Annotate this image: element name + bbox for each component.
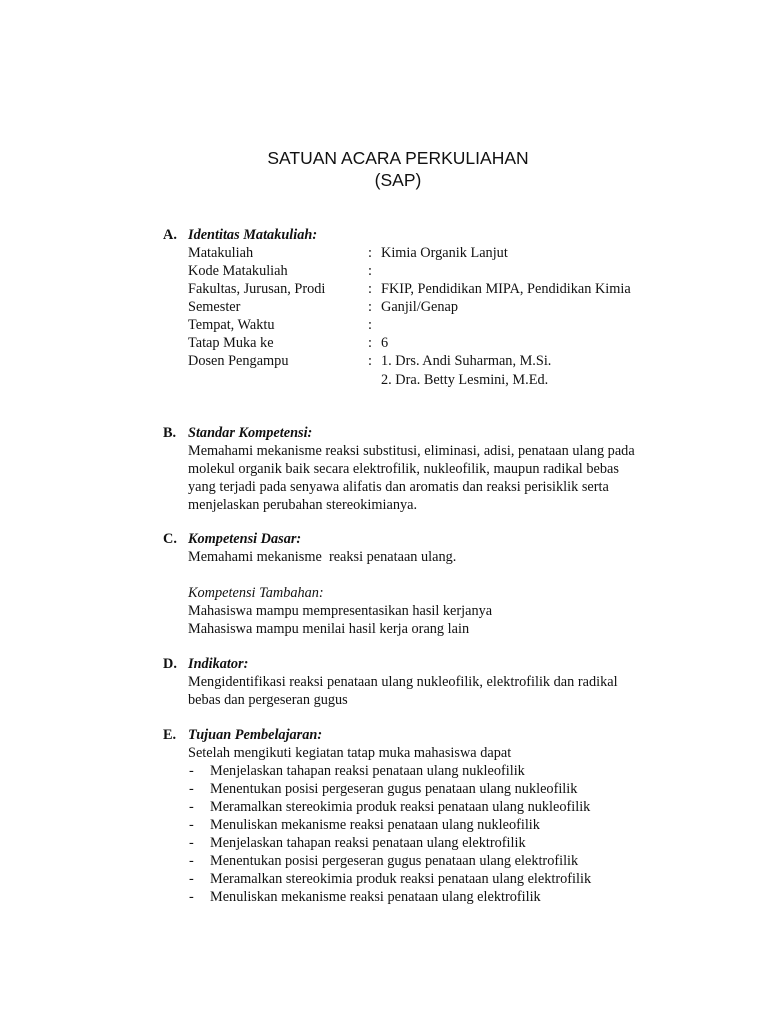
- field-label: Semester: [188, 299, 241, 315]
- field-colon: :: [368, 263, 372, 279]
- field-colon: :: [368, 245, 372, 261]
- document-title: SATUAN ACARA PERKULIAHAN: [267, 148, 529, 168]
- field-value: Kimia Organik Lanjut: [381, 245, 508, 261]
- document-subtitle: (SAP): [374, 170, 422, 190]
- section-letter: C.: [163, 531, 177, 547]
- list-item: Menuliskan mekanisme reaksi penataan ulang elektrofilik: [210, 889, 541, 905]
- list-item: Menjelaskan tahapan reaksi penataan ulang elektrofilik: [210, 835, 526, 851]
- paragraph-line: Setelah mengikuti kegiatan tatap muka mahasiswa dapat: [188, 745, 512, 761]
- section-heading: Indikator:: [188, 656, 249, 672]
- field-colon: :: [368, 299, 372, 315]
- list-bullet: -: [189, 853, 194, 869]
- field-value-extra: 2. Dra. Betty Lesmini, M.Ed.: [381, 372, 549, 388]
- paragraph-line: yang terjadi pada senyawa alifatis dan aromatis dan reaksi perisiklik serta: [188, 479, 609, 495]
- field-colon: :: [368, 335, 372, 351]
- list-item: Menentukan posisi pergeseran gugus penataan ulang elektrofilik: [210, 853, 579, 869]
- list-item: Menentukan posisi pergeseran gugus penataan ulang nukleofilik: [210, 781, 578, 797]
- list-bullet: -: [189, 835, 194, 851]
- list-bullet: -: [189, 817, 194, 833]
- field-value: FKIP, Pendidikan MIPA, Pendidikan Kimia: [381, 281, 631, 297]
- field-label: Fakultas, Jurusan, Prodi: [188, 281, 326, 297]
- list-bullet: -: [189, 799, 194, 815]
- section-heading: Kompetensi Dasar:: [188, 531, 302, 547]
- paragraph-line: molekul organik baik secara elektrofilik, nukleofilik, maupun radikal bebas: [188, 461, 619, 477]
- paragraph-line: Memahami mekanisme reaksi substitusi, eliminasi, adisi, penataan ulang pada: [188, 443, 635, 459]
- list-bullet: -: [189, 889, 194, 905]
- paragraph-line: menjelaskan perubahan stereokimianya.: [188, 497, 418, 513]
- list-item: Meramalkan stereokimia produk reaksi penataan ulang nukleofilik: [210, 799, 591, 815]
- field-colon: :: [368, 281, 372, 297]
- section-heading: Tujuan Pembelajaran:: [188, 727, 323, 743]
- field-label: Tempat, Waktu: [188, 317, 275, 333]
- section-letter: E.: [163, 727, 177, 743]
- field-value: 6: [381, 335, 389, 351]
- field-colon: :: [368, 353, 372, 369]
- list-bullet: -: [189, 763, 194, 779]
- list-item: Meramalkan stereokimia produk reaksi penataan ulang elektrofilik: [210, 871, 592, 887]
- section-heading: Identitas Matakuliah:: [188, 227, 318, 243]
- paragraph-line: bebas dan pergeseran gugus: [188, 692, 348, 708]
- paragraph-line: Mahasiswa mampu mempresentasikan hasil kerjanya: [188, 603, 493, 619]
- list-bullet: -: [189, 871, 194, 887]
- sub-heading: Kompetensi Tambahan:: [188, 585, 324, 601]
- paragraph-line: Mengidentifikasi reaksi penataan ulang nukleofilik, elektrofilik dan radikal: [188, 674, 618, 690]
- list-item: Menuliskan mekanisme reaksi penataan ulang nukleofilik: [210, 817, 540, 833]
- field-label: Kode Matakuliah: [188, 263, 288, 279]
- section-heading: Standar Kompetensi:: [188, 425, 313, 441]
- field-colon: :: [368, 317, 372, 333]
- section-letter: D.: [163, 656, 177, 672]
- field-label: Dosen Pengampu: [188, 353, 289, 369]
- paragraph-line: Memahami mekanisme reaksi penataan ulang.: [188, 549, 457, 565]
- section-letter: A.: [163, 227, 177, 243]
- list-item: Menjelaskan tahapan reaksi penataan ulang nukleofilik: [210, 763, 525, 779]
- field-label: Tatap Muka ke: [188, 335, 274, 351]
- section-letter: B.: [163, 425, 177, 441]
- list-bullet: -: [189, 781, 194, 797]
- field-label: Matakuliah: [188, 245, 254, 261]
- paragraph-line: Mahasiswa mampu menilai hasil kerja orang lain: [188, 621, 470, 637]
- field-value: Ganjil/Genap: [381, 299, 459, 315]
- field-value: 1. Drs. Andi Suharman, M.Si.: [381, 353, 552, 369]
